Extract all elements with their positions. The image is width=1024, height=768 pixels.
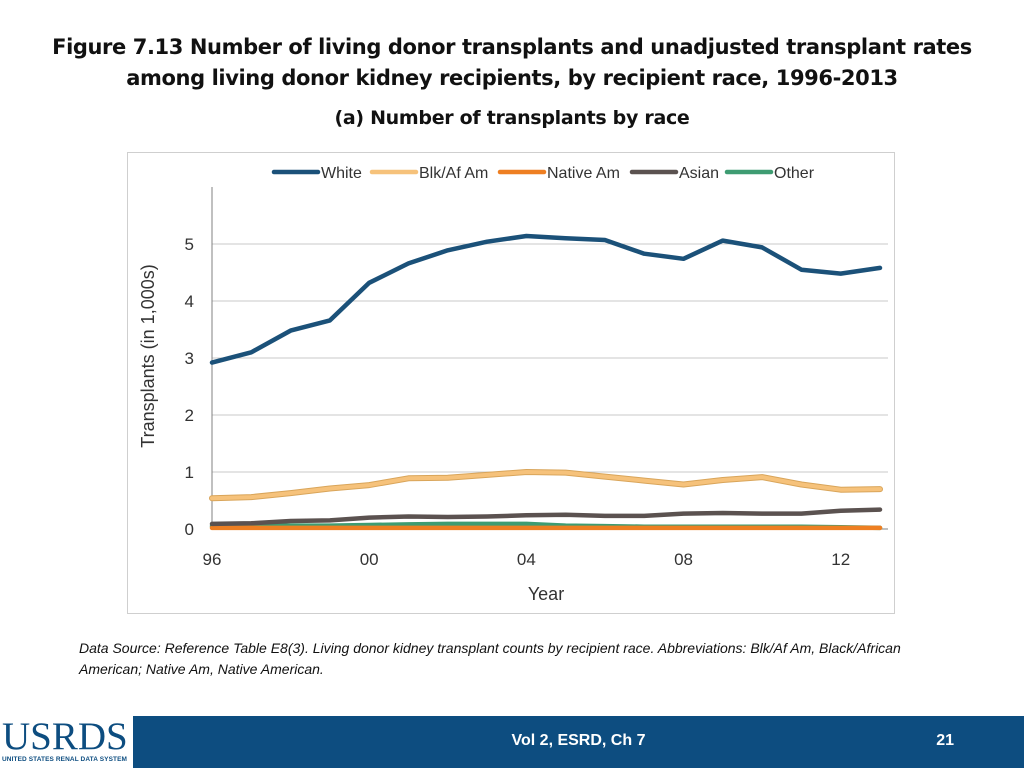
series-line-white [212,236,880,363]
chart-subtitle: (a) Number of transplants by race [334,107,690,129]
legend-label-blk-af-am: Blk/Af Am [419,165,489,182]
y-tick-label: 5 [184,235,194,254]
figure-title [40,32,984,94]
y-axis-title: Transplants (in 1,000s) [138,264,158,448]
chart-frame [127,152,895,614]
x-tick-label: 08 [674,550,693,569]
x-axis-title: Year [527,584,565,604]
series-outline-blk-af-am [212,472,880,498]
x-tick-label: 96 [202,550,222,569]
legend-label-native-am: Native Am [547,165,620,182]
line-chart [128,153,896,615]
logo-text: USRDS [2,715,128,758]
page-number: 21 [936,732,954,749]
data-source-note: Data Source: Reference Table E8(3). Living donor kidney transplant counts by recipient race. Abbreviations: Blk/Af Am, Black/African American; Native Am, Native American. [79,640,901,677]
x-tick-label: 04 [516,550,536,569]
x-tick-label: 00 [359,550,379,569]
legend-label-white: White [321,165,362,182]
legend-label-other: Other [774,165,815,182]
y-tick-label: 4 [184,292,194,311]
figure-title-line2: among living donor kidney recipients, by recipient race, 1996-2013 [126,66,898,90]
y-tick-label: 3 [184,349,194,368]
usrds-logo [0,716,133,768]
footer-bar [133,716,1024,768]
footer-volume-label: Vol 2, ESRD, Ch 7 [511,732,646,749]
figure-title-line1: Figure 7.13 Number of living donor transplants and unadjusted transplant rates [52,35,972,59]
series-line-blk-af-am [212,472,880,498]
legend-label-asian: Asian [679,165,720,182]
y-tick-label: 0 [184,520,194,539]
series-line-asian [212,510,880,524]
y-tick-label: 1 [184,463,194,482]
y-tick-label: 2 [184,406,194,425]
x-tick-label: 12 [831,550,851,569]
logo-tagline: UNITED STATES RENAL DATA SYSTEM [2,756,128,763]
